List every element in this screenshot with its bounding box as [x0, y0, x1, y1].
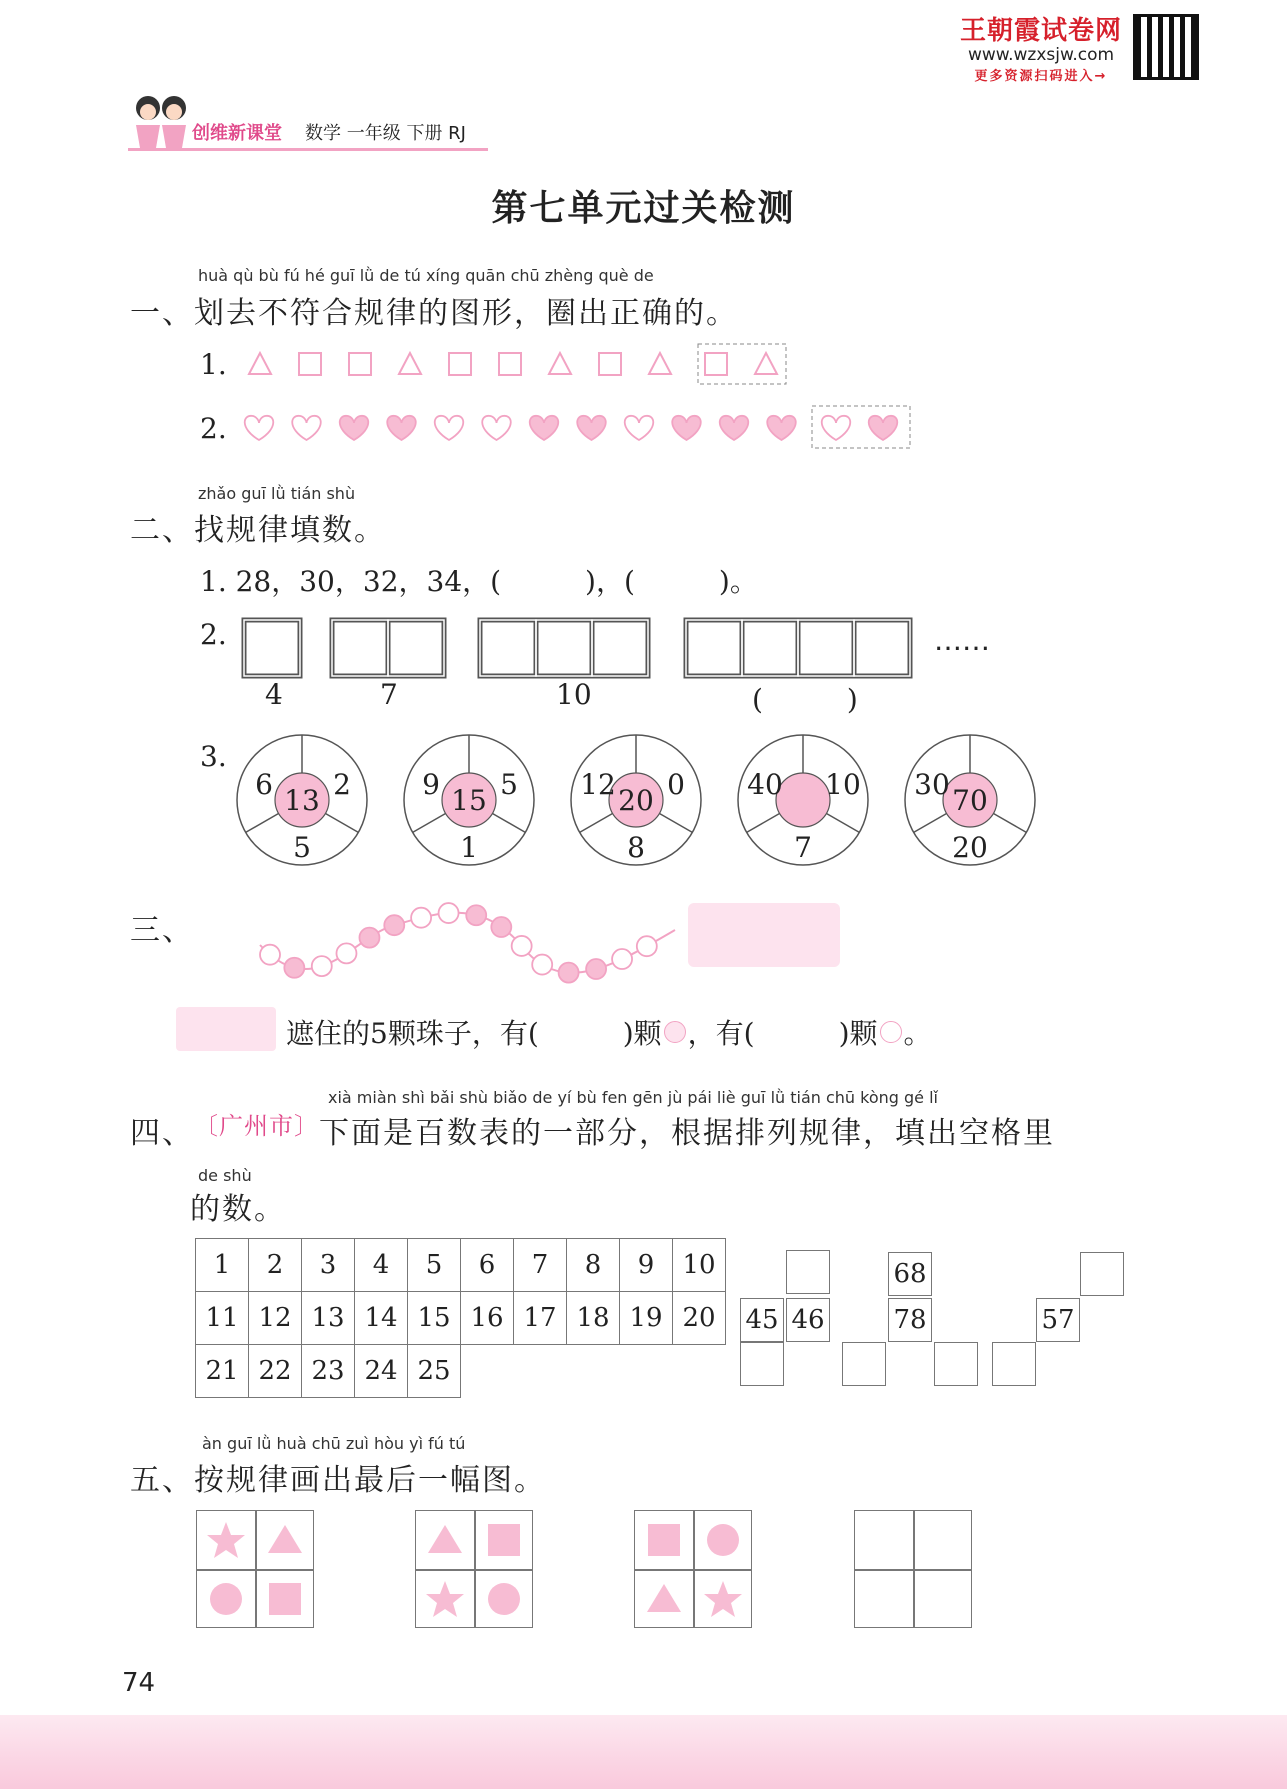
q3-sentence-end: 。 [903, 1017, 932, 1050]
star-icon [205, 1519, 247, 1561]
star-icon [424, 1578, 466, 1620]
triangle-icon [643, 1578, 685, 1620]
filled-bead [359, 928, 379, 948]
filled-bead [466, 905, 486, 925]
q1-row1-label: 1. [200, 348, 227, 381]
hundred-chart-cell: 14 [355, 1292, 408, 1345]
square-icon [499, 353, 521, 375]
q3-sentence-part1: 遮住的5颗珠子，有( )颗 [286, 1017, 662, 1050]
count-1: 4 [265, 678, 283, 711]
q5-title: 五、按规律画出最后一幅图。 [130, 1463, 546, 1498]
number-wheels [236, 730, 1056, 870]
pattern-cell [197, 1570, 255, 1628]
filled-bead [284, 958, 304, 978]
hollow-heart-icon [625, 416, 654, 440]
wheel-left-value: 40 [747, 768, 783, 801]
square-icon [705, 353, 727, 375]
q3-title: 三、 [130, 913, 194, 948]
pattern-cell [475, 1511, 533, 1569]
q5-pinyin: àn guī lǜ huà chū zuì hòu yì fú tú [202, 1434, 466, 1453]
brand-url[interactable]: www.wzxsjw.com [967, 45, 1115, 65]
answer-drawing-grid[interactable] [854, 1510, 972, 1628]
hollow-bead [532, 955, 552, 975]
filled-heart-icon [869, 416, 898, 440]
hundred-chart-cell: 9 [620, 1239, 673, 1292]
square-icon [299, 353, 321, 375]
q4-title: 下面是百数表的一部分，根据排列规律，填出空格里 [319, 1116, 1055, 1151]
hollow-heart-icon [822, 416, 851, 440]
triangle-icon [549, 353, 571, 374]
q4-title2: 的数。 [190, 1192, 286, 1227]
hollow-heart-icon [435, 416, 464, 440]
wheel-bottom-value: 5 [293, 831, 311, 864]
q2-item3-label: 3. [200, 740, 227, 773]
wheel-center-value: 20 [618, 784, 654, 817]
pattern-cell [256, 1511, 314, 1569]
hundred-chart-cell: 16 [461, 1292, 514, 1345]
hundred-chart-cell: 8 [567, 1239, 620, 1292]
pattern-cell [416, 1511, 474, 1569]
square-icon [449, 353, 471, 375]
hundred-chart-cell: 21 [196, 1345, 249, 1398]
frag2-blank-right[interactable] [934, 1342, 978, 1386]
series-name: 创维新课堂 [192, 123, 282, 144]
hundred-chart-cell: 24 [355, 1345, 408, 1398]
hundred-chart-cell: 12 [249, 1292, 302, 1345]
square-icon [483, 1519, 525, 1561]
hollow-bead [612, 949, 632, 969]
qr-code-icon [1133, 14, 1199, 80]
hundred-chart-cell: 11 [196, 1292, 249, 1345]
hundred-chart-cell: 3 [302, 1239, 355, 1292]
pattern-cell [197, 1511, 255, 1569]
square-icon [264, 1578, 306, 1620]
filled-bead [384, 915, 404, 935]
hollow-bead-icon [880, 1021, 902, 1043]
circle-icon [205, 1578, 247, 1620]
pattern-cell [694, 1511, 752, 1569]
triangle-icon [249, 353, 271, 374]
hundred-chart-cell: 25 [408, 1345, 461, 1398]
pattern-cell [635, 1570, 693, 1628]
q3-sentence-part2: ，有( )颗 [687, 1017, 878, 1050]
wheel-bottom-value: 7 [794, 831, 812, 864]
frag2-cell-68: 68 [888, 1252, 932, 1296]
filled-heart-icon [720, 416, 749, 440]
page-number: 74 [122, 1668, 156, 1698]
triangle-icon [264, 1519, 306, 1561]
triangle-icon [755, 353, 777, 374]
wheel-bottom-value: 1 [460, 831, 478, 864]
triangle-icon [649, 353, 671, 374]
circle-icon [483, 1578, 525, 1620]
hollow-bead [512, 936, 532, 956]
hundred-chart-cell: 1 [196, 1239, 249, 1292]
hundred-chart-cell: 7 [514, 1239, 567, 1292]
hollow-bead [312, 956, 332, 976]
hollow-bead [637, 936, 657, 956]
matchstick-figures [240, 612, 1010, 684]
frag1-blank-top[interactable] [786, 1250, 830, 1294]
brand-name: 王朝霞试卷网 [960, 16, 1123, 46]
q2-item2-ellipsis: …… [934, 624, 990, 657]
q1-title: 一、划去不符合规律的图形，圈出正确的。 [130, 296, 738, 331]
hundred-chart-cell: 18 [567, 1292, 620, 1345]
frag3-blank-bottom[interactable] [992, 1342, 1036, 1386]
subject-label: 数学 一年级 下册 RJ [305, 123, 466, 144]
hundred-chart-cell: 23 [302, 1345, 355, 1398]
bead-cover [688, 903, 840, 967]
pattern-grid [634, 1510, 752, 1628]
q4-pinyin: xià miàn shì bǎi shù biǎo de yí bù fen gēn jù pái liè guī lǜ tián chū kòng gé lǐ [328, 1088, 938, 1107]
hundred-chart-cell: 6 [461, 1239, 514, 1292]
hundred-chart-cell: 2 [249, 1239, 302, 1292]
hollow-heart-icon [292, 416, 321, 440]
wheel-left-value: 9 [422, 768, 440, 801]
q2-item2-label: 2. [200, 618, 227, 651]
count-4-blank[interactable]: ( ) [752, 683, 858, 716]
square-icon [599, 353, 621, 375]
pattern-grid [196, 1510, 314, 1628]
filled-heart-icon [387, 416, 416, 440]
q1-pinyin: huà qù bù fú hé guī lǜ de tú xíng quān chū zhèng què de [198, 266, 654, 285]
brand-tip: 更多资源扫码进入→ [974, 69, 1108, 84]
filled-bead-icon [664, 1021, 686, 1043]
q1-row2-label: 2. [200, 412, 227, 445]
hundred-chart-cell: 20 [673, 1292, 726, 1345]
hollow-heart-icon [245, 416, 274, 440]
hundred-chart-cell: 10 [673, 1239, 726, 1292]
filled-heart-icon [672, 416, 701, 440]
header-divider [128, 148, 488, 151]
pattern-cell [416, 1570, 474, 1628]
filled-bead [559, 963, 579, 983]
filled-heart-icon [340, 416, 369, 440]
triangle-icon [424, 1519, 466, 1561]
hollow-bead [439, 903, 459, 923]
answer-cover [176, 1007, 276, 1051]
wheel-center-value: 70 [952, 784, 988, 817]
square-icon [643, 1519, 685, 1561]
wheel-center-value: 15 [451, 784, 487, 817]
filled-heart-icon [767, 416, 796, 440]
frag1-blank-bottom[interactable] [740, 1342, 784, 1386]
hundred-chart-cell: 13 [302, 1292, 355, 1345]
filled-heart-icon [530, 416, 559, 440]
square-icon [349, 353, 371, 375]
hollow-heart-icon [482, 416, 511, 440]
q4-title-prefix: 四、 [130, 1116, 194, 1151]
wheel-left-value: 30 [914, 768, 950, 801]
q4-source-tag: 〔广州市〕 [194, 1112, 319, 1140]
hollow-bead [336, 943, 356, 963]
hundred-chart-cell: 4 [355, 1239, 408, 1292]
frag3-blank-top[interactable] [1080, 1252, 1124, 1296]
hundred-chart-cell: 22 [249, 1345, 302, 1398]
frag2-blank-left[interactable] [842, 1342, 886, 1386]
frag1-cell-46: 46 [786, 1298, 830, 1342]
wheel-left-value: 12 [580, 768, 616, 801]
circle-icon [702, 1519, 744, 1561]
triangle-icon [399, 353, 421, 374]
wheel-bottom-value: 20 [952, 831, 988, 864]
page-title: 第七单元过关检测 [491, 188, 796, 229]
wheel-center-value: 13 [284, 784, 320, 817]
hundred-chart-cell: 17 [514, 1292, 567, 1345]
q1-row2-hearts [240, 402, 920, 452]
q3-sentence [286, 1012, 932, 1052]
q2-title: 二、找规律填数。 [130, 513, 386, 548]
filled-bead [586, 959, 606, 979]
pattern-cell [635, 1511, 693, 1569]
pattern-cell [475, 1570, 533, 1628]
hollow-bead [411, 908, 431, 928]
wheel-right-value: 5 [500, 768, 518, 801]
footer-band [0, 1715, 1287, 1789]
pattern-cell [694, 1570, 752, 1628]
wheel-bottom-value: 8 [627, 831, 645, 864]
hundred-chart-cell: 15 [408, 1292, 461, 1345]
wheel-center[interactable] [776, 773, 830, 827]
count-2: 7 [380, 678, 398, 711]
star-icon [702, 1578, 744, 1620]
hundred-chart-cell: 5 [408, 1239, 461, 1292]
frag3-cell-57: 57 [1036, 1298, 1080, 1342]
hundred-chart-cell: 19 [620, 1292, 673, 1345]
brand-block [960, 10, 1122, 84]
q4-title-row [130, 1108, 1055, 1152]
wheel-left-value: 6 [255, 768, 273, 801]
q1-row1-shapes [240, 340, 800, 390]
pattern-grid [415, 1510, 533, 1628]
hollow-bead [260, 945, 280, 965]
q2-pinyin: zhǎo guī lǜ tián shù [198, 484, 356, 503]
wheel-right-value: 10 [825, 768, 861, 801]
q4-pinyin2: de shù [198, 1166, 252, 1185]
frag1-cell-45: 45 [740, 1298, 784, 1342]
bead-string [255, 895, 695, 995]
filled-bead [491, 917, 511, 937]
count-3: 10 [556, 678, 592, 711]
filled-heart-icon [577, 416, 606, 440]
wheel-right-value: 0 [667, 768, 685, 801]
frag2-cell-78: 78 [888, 1298, 932, 1342]
wheel-right-value: 2 [333, 768, 351, 801]
hundred-chart-table [195, 1238, 726, 1398]
q2-item1: 1. 28，30，32，34，( )，( )。 [200, 565, 758, 598]
pattern-cell [256, 1570, 314, 1628]
